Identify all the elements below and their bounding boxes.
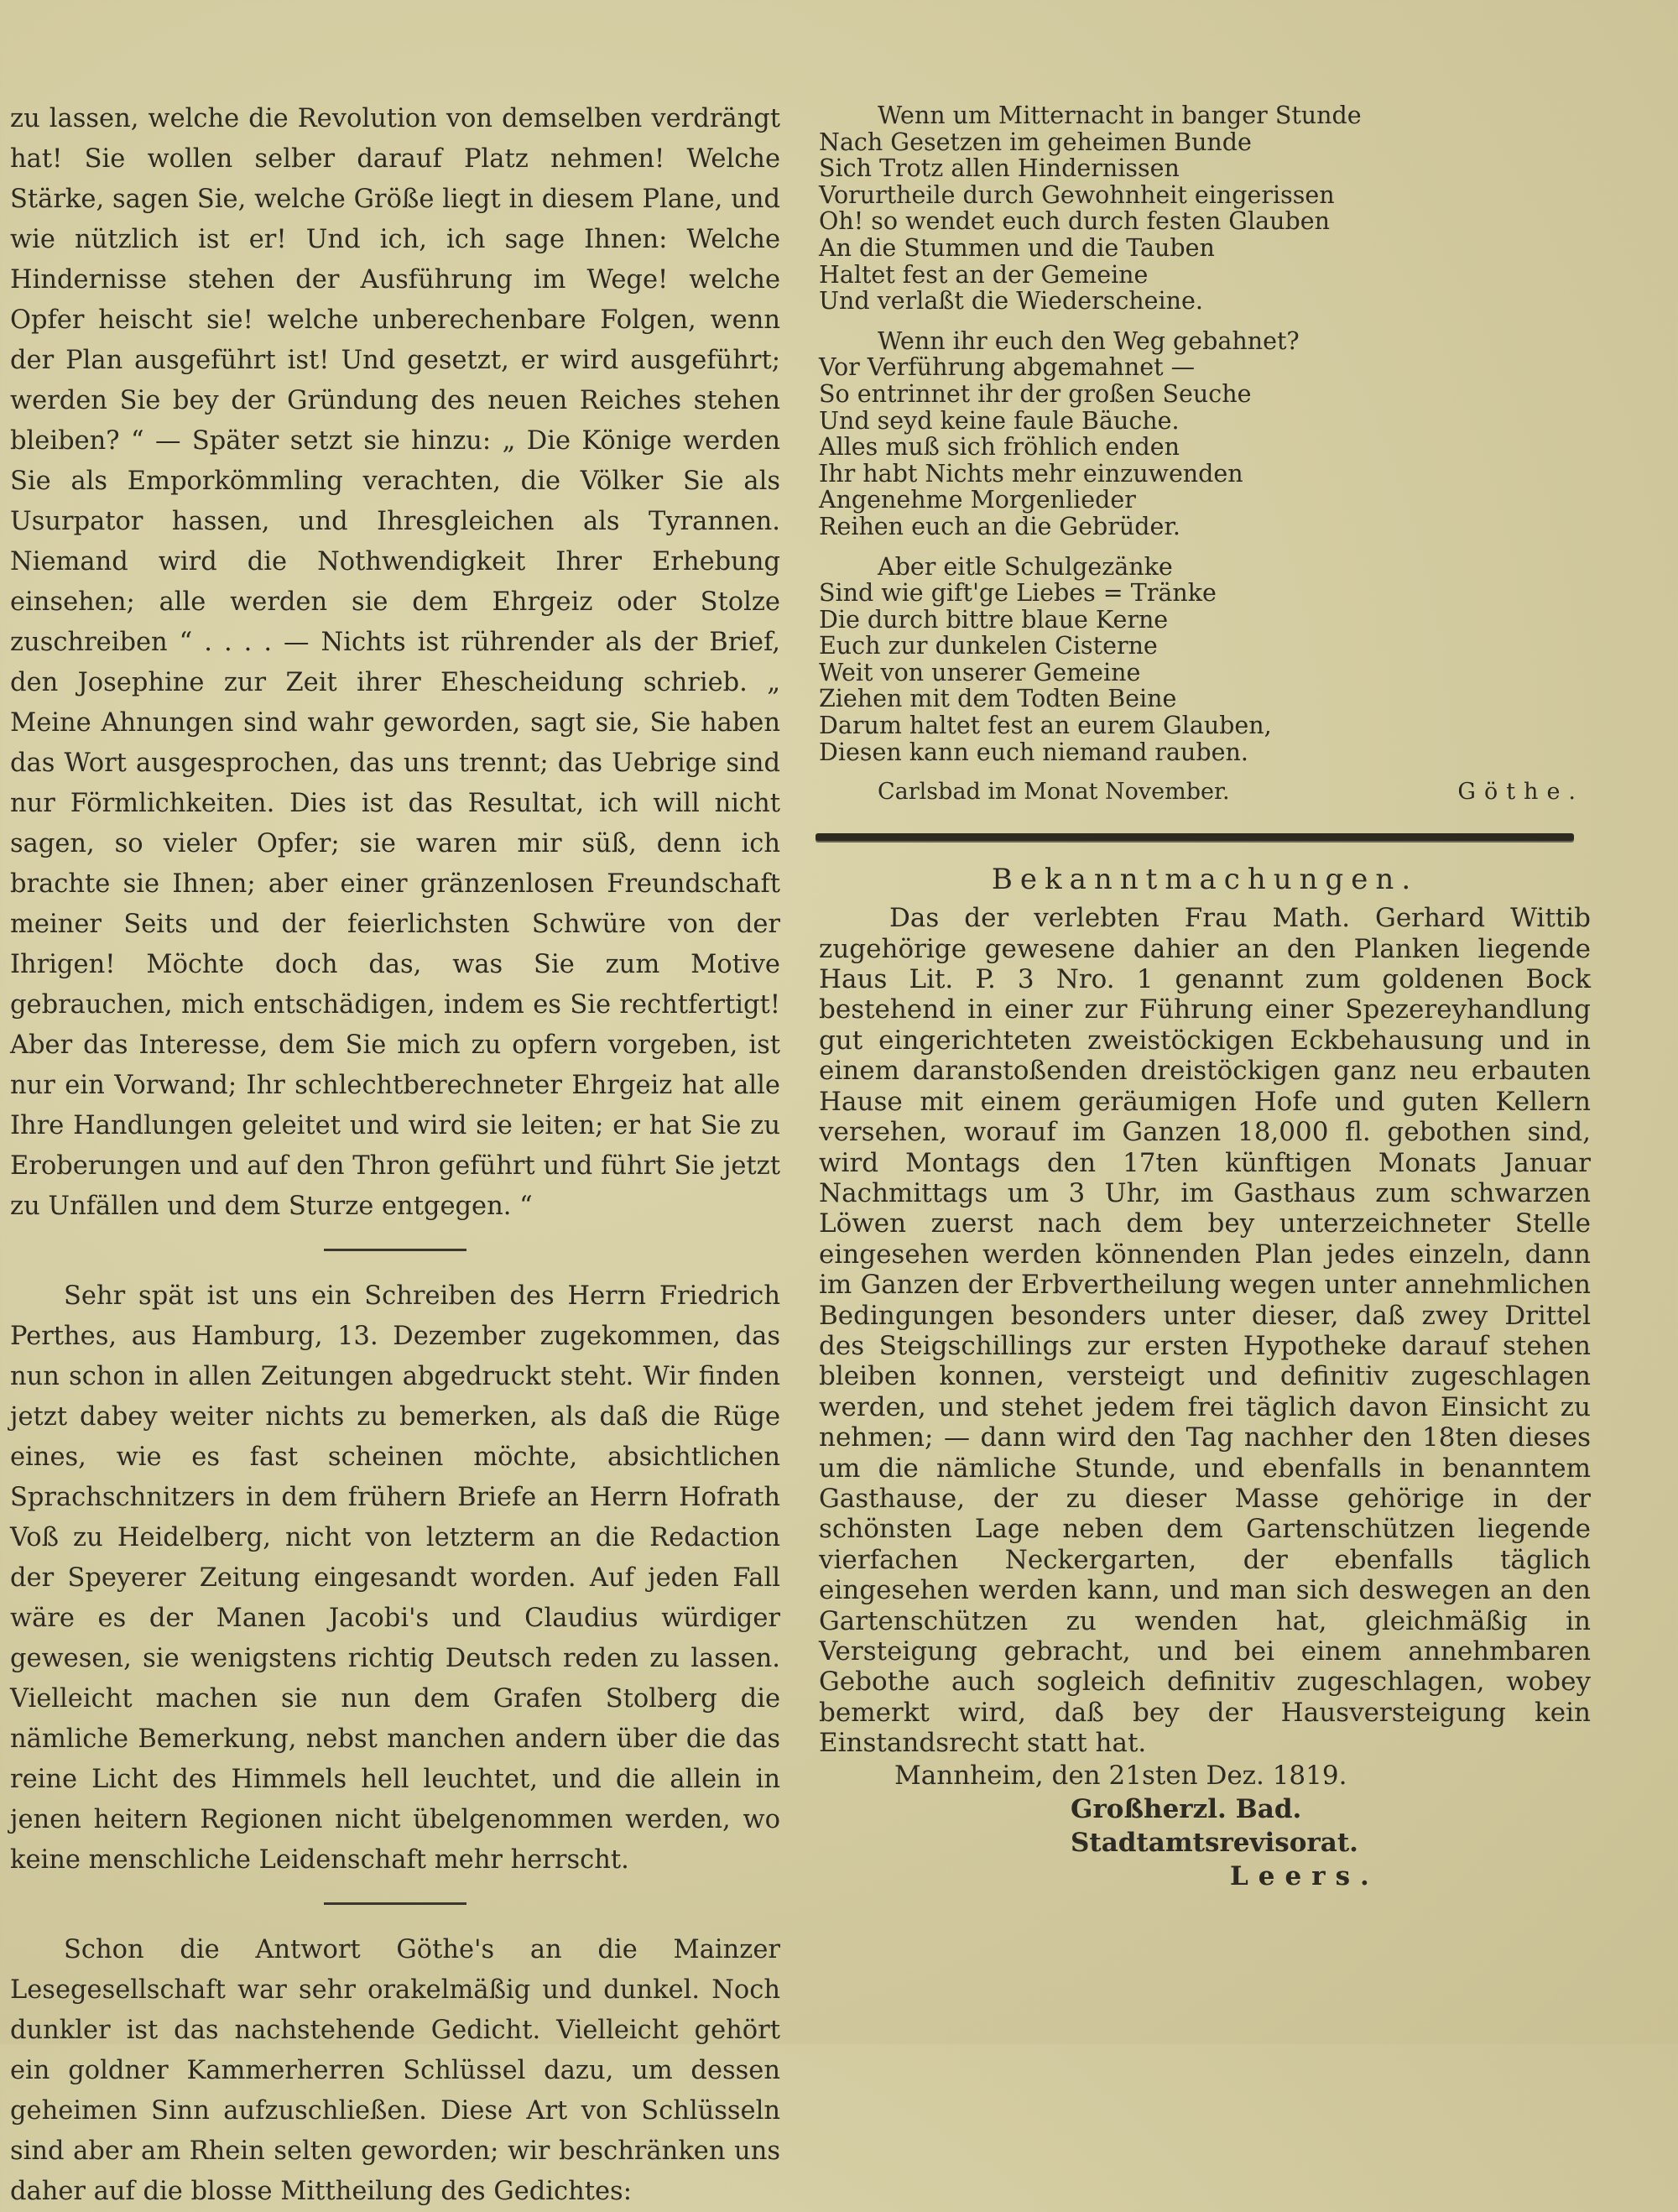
section-rule — [816, 833, 1574, 841]
announcement-place-date: Mannheim, den 21sten Dez. 1819. — [894, 1760, 1347, 1791]
poem-line: Sich Trotz allen Hindernissen — [819, 154, 1180, 183]
poem-line: Angenehme Morgenlieder — [819, 486, 1136, 514]
article-paragraph-napoleon: zu lassen, welche die Revolution von demselben verdrängt hat! Sie wollen selber darauf Platz nehmen! Welche Stärke, sagen Sie, welche Größe liegt in diesem Plane, und wie nützlich ist er! Und ich, ich sage Ihnen: Welche Hindernisse stehen der Ausführung im Wege! welche Opfer heischt sie! welche unberechenbare Folgen, wenn der Plan ausgeführt ist! Und gesetzt, er wird ausgeführt; werden Sie bey der Gründung des neuen Reiches stehen bleiben? “ — Später setzt sie hinzu: „ Die Könige werden Sie als Emporkömmling verachten, die Völker Sie als Usurpator hassen, und Ihresgleichen als Tyrannen. Niemand wird die Nothwendigkeit Ihrer Erhebung einsehen; alle werden sie dem Ehrgeiz oder Stolze zuschreiben “ . . . . — Nichts ist rührender als der Brief, den Josephine zur Zeit ihrer Ehescheidung schrieb. „ Meine Ahnungen sind wahr geworden, sagt sie, Sie haben das Wort ausgesprochen, das uns trennt; das Uebrige sind nur Förmlichkeiten. Dies ist das Resultat, ich will nicht sagen, so vieler Opfer; sie waren mir süß, denn ich brachte sie Ihnen; aber einer gränzenlosen Freundschaft meiner Seits und der feierlichsten Schwüre von der Ihrigen! Möchte doch das, was Sie zum Motive gebrauchen, mich entschädigen, indem es Sie rechtfertigt! Aber das Interesse, dem Sie mich zu opfern vorgeben, ist nur ein Vorwand; Ihr schlechtberechneter Ehrgeiz hat alle Ihre Handlungen geleitet und wird sie leiten; er hat Sie zu Eroberungen und auf den Thron geführt und führt Sie jetzt zu Unfällen und dem Sturze entgegen. “ — [10, 104, 780, 1221]
left-column — [10, 99, 780, 2212]
poem-stanza-2 — [819, 328, 1591, 540]
poem-line: Euch zur dunkelen Cisterne — [819, 632, 1158, 660]
announcement-signatory: Leers. — [1230, 1860, 1379, 1891]
poem-line: Ziehen mit dem Todten Beine — [819, 685, 1177, 713]
poem-line: Aber eitle Schulgezänke — [878, 552, 1173, 581]
poem-place: Carlsbad im Monat November. — [878, 779, 1230, 806]
poem-line: Die durch bittre blaue Kerne — [819, 605, 1169, 634]
announcement — [819, 903, 1591, 1758]
announcements-heading: Bekanntmachungen. — [991, 863, 1419, 897]
poem-stanza-3 — [819, 554, 1591, 766]
section-divider — [324, 1902, 466, 1905]
poem-line: Vorurtheile durch Gewohnheit eingerissen — [819, 180, 1335, 209]
poem-line: Diesen kann euch niemand rauben. — [819, 738, 1248, 766]
poem-line: An die Stummen und die Tauben — [819, 233, 1215, 262]
right-column — [819, 102, 1591, 1893]
poem-line: Reihen euch an die Gebrüder. — [819, 512, 1180, 540]
poem-line: Und seyd keine faule Bäuche. — [819, 406, 1180, 435]
article-paragraph-goethe-intro: Schon die Antwort Göthe's an die Mainzer Lesegesellschaft war sehr orakelmäßig und dunkel. Noch dunkler ist das nachstehende Gedicht. Vielleicht gehört ein goldner Kammerherren Schlüssel dazu, um dessen geheimen Sinn aufzuschließen. Diese Art von Schlüsseln sind aber am Rhein selten geworden; wir beschränken uns daher auf die blosse Mittheilung des Gedichtes: — [10, 1935, 780, 2206]
poem-stanza-1 — [819, 102, 1591, 315]
poem-signature — [819, 779, 1591, 805]
poem-line: Vor Verführung abgemahnet — — [819, 353, 1196, 382]
poem-line: Wenn ihr euch den Weg gebahnet? — [878, 326, 1300, 355]
poem-line: Nach Gesetzen im geheimen Bunde — [819, 128, 1252, 156]
poem-author: Göthe. — [1457, 779, 1584, 806]
poem-line: Und verlaßt die Wiederscheine. — [819, 287, 1203, 316]
announcement-office: Großherzl. Bad. Stadtamtsrevisorat. — [1071, 1793, 1358, 1858]
poem-line: Haltet fest an der Gemeine — [819, 260, 1149, 289]
announcement-closing — [819, 1759, 1591, 1893]
announcement-body: Das der verlebten Frau Math. Gerhard Wittib zugehörige gewesene dahier an den Planken liegende Haus Lit. P. 3 Nro. 1 genannt zum goldenen Bock bestehend in einer zur Führung einer Spezereyhandlung gut eingerichteten zweistöckigen Eckbehausung und in einem daranstoßenden dreistöckigen ganz neu erbauten Hause mit einem geräumigen Hofe und guten Kellern versehen, worauf im Ganzen 18,000 fl. gebothen sind, wird Montags den 17ten künftigen Monats Januar Nachmittags um 3 Uhr, im Gasthaus zum schwarzen Löwen zuerst nach dem bey unterzeichneter Stelle eingesehen werden könnenden Plan jedes einzeln, dann im Ganzen der Erbvertheilung wegen unter annehmlichen Bedingungen besonders unter dieser, daß zwey Drittel des Steigschillings zur ersten Hypotheke darauf stehen bleiben konnen, versteigt und definitiv zugeschlagen werden, und stehet jedem frei täglich davon Einsicht zu nehmen; — dann wird den Tag nachher den 18ten dieses um die nämliche Stunde, und ebenfalls in benanntem Gasthause, der zu dieser Masse gehörige in der schönsten Lage neben dem Gartenschützen liegende vierfachen Neckergarten, der ebenfalls täglich eingesehen werden kann, und man sich deswegen an den Gartenschützen zu wenden hat, gleichmäßig in Versteigung gebracht, und bei einem annehmbaren Gebothe auch sogleich definitiv zugeschlagen, wobey bemerkt wird, daß bey der Hausversteigung kein Einstandsrecht statt hat. — [819, 903, 1591, 1759]
poem-line: Sind wie gift'ge Liebes = Tränke — [819, 579, 1217, 608]
poem-line: Oh! so wendet euch durch festen Glauben — [819, 207, 1330, 236]
poem — [819, 102, 1591, 765]
poem-line: Ihr habt Nichts mehr einzuwenden — [819, 459, 1243, 488]
poem-line: Wenn um Mitternacht in banger Stunde — [878, 102, 1362, 129]
section-divider — [324, 1249, 466, 1251]
poem-line: Darum haltet fest an eurem Glauben, — [819, 712, 1272, 740]
article-paragraph-perthes: Sehr spät ist uns ein Schreiben des Herrn Friedrich Perthes, aus Hamburg, 13. Dezember zugekommen, das nun schon in allen Zeitungen abgedruckt steht. Wir finden jetzt dabey weiter nichts zu bemerken, als daß die Rüge eines, wie es fast scheinen möchte, absichtlichen Sprachschnitzers in dem frühern Briefe an Herrn Hofrath Voß zu Heidelberg, nicht von letzterm an die Redaction der Speyerer Zeitung eingesandt worden. Auf jeden Fall wäre es der Manen Jacobi's und Claudius würdiger gewesen, sie wenigstens richtig Deutsch reden zu lassen. Vielleicht machen sie nun dem Grafen Stolberg die nämliche Bemerkung, nebst manchen andern über die das reine Licht des Himmels hell leuchtet, und die allein in jenen heitern Regionen nicht übelgenommen werden, wo keine menschliche Leidenschaft mehr herrscht. — [10, 1281, 780, 1875]
poem-line: So entrinnet ihr der großen Seuche — [819, 379, 1252, 408]
poem-line: Weit von unserer Gemeine — [819, 658, 1141, 686]
poem-line: Alles muß sich fröhlich enden — [819, 433, 1180, 462]
